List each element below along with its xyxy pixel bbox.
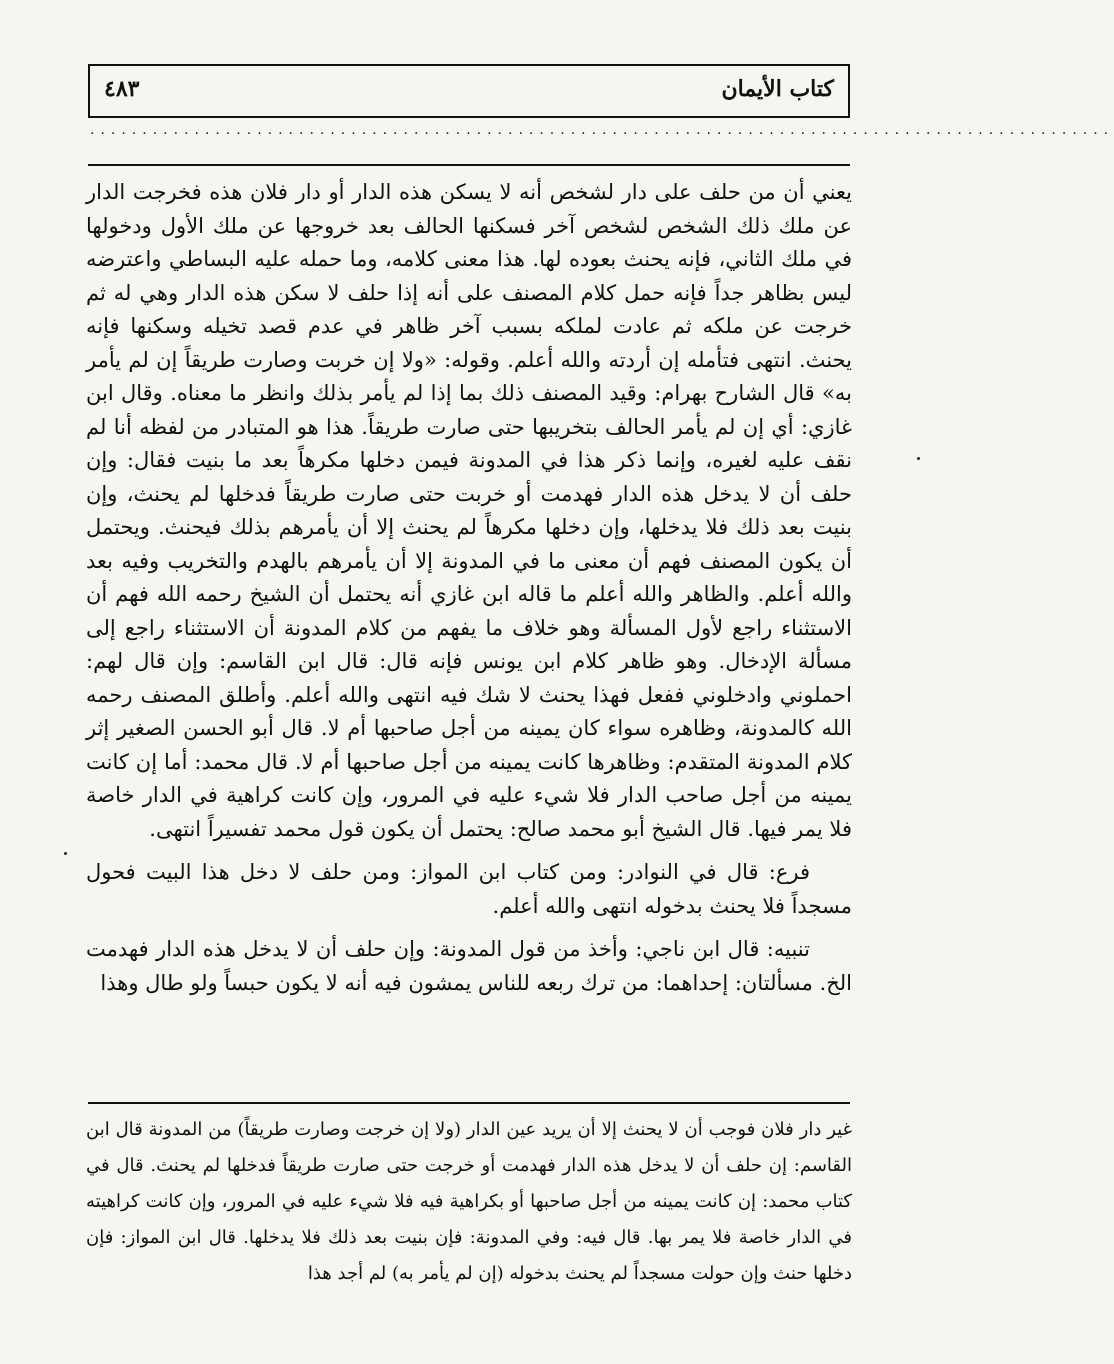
footnote-rule [88,1102,850,1104]
main-text [86,176,852,1000]
branch-paragraph: فرع: قال في النوادر: ومن كتاب ابن المواز: ومن حلف لا دخل هذا البيت فحول مسجداً فلا يحنث بدخوله انتهى والله أعلم. [86,860,852,918]
scan-speck [64,852,67,855]
main-paragraph: يعني أن من حلف على دار لشخص أنه لا يسكن هذه الدار أو دار فلان هذه فخرجت الدار عن ملك ذلك الشخص لشخص آخر فسكنها الحالف بعد خروجها عن ملك الأول ودخولها في ملك الثاني، فإنه يحنث بعوده لها. هذا معنى كلامه، وما حمله عليه البساطي واعترضه ليس بظاهر جداً فإنه حمل كلام المصنف على أنه إذا حلف لا سكن هذه الدار وهي له ثم خرجت عن ملكه ثم عادت لملكه بسبب آخر ظاهر في عدم قصد تخيله وسكنها فإنه يحنث. انتهى فتأمله إن أردته والله أعلم. وقوله: «ولا إن خربت وصارت طريقاً إن لم يأمر به» قال الشارح بهرام: وقيد المصنف ذلك بما إذا لم يأمر بذلك وانظر ما معناه. وقال ابن غازي: أي إن لم يأمر الحالف بتخريبها حتى صارت طريقاً. هذا هو المتبادر من لفظه أنا لم نقف عليه لغيره، وإنما ذكر هذا في المدونة فيمن دخلها مكرهاً بعد ما بنيت فقال: وإن حلف أن لا يدخل هذه الدار فهدمت أو خربت حتى صارت طريقاً فدخلها لم يحنث، وإن بنيت بعد ذلك فلا يدخلها، وإن دخلها مكرهاً لم يحنث إلا أن يأمرهم بذلك فيحنث. ويحتمل أن يكون المصنف فهم أن معنى ما في المدونة إلا أن يأمرهم بالهدم والتخريب وفيه بعد والله أعلم. والظاهر والله أعلم ما قاله ابن غازي أنه يحتمل أن الشيخ رحمه الله فهم أن الاستثناء راجع لأول المسألة وهو خلاف ما يفهم من كلام المدونة أن الاستثناء راجع إلى مسألة الإدخال. وهو ظاهر كلام ابن يونس فإنه قال: قال ابن القاسم: وإن قال لهم: احملوني وادخلوني ففعل فهذا يحنث لا شك فيه انتهى والله أعلم. وأطلق المصنف رحمه الله كالمدونة، وظاهره سواء كان يمينه من أجل صاحبها أم لا. قال أبو الحسن الصغير إثر كلام المدونة المتقدم: وظاهرها كانت يمينه من أجل صاحبها أم لا. قال محمد: أما إن كانت يمينه من أجل صاحب الدار فلا شيء عليه في المرور، وإن كانت كراهية في الدار خاصة فلا يمر فيها. قال الشيخ أبو محمد صالح: يحتمل أن يكون قول محمد تفسيراً انتهى. [86,180,852,841]
chapter-title: كتاب الأيمان [721,76,834,102]
footnote-paragraph: غير دار فلان فوجب أن لا يحنث إلا أن يريد عين الدار (ولا إن خرجت وصارت طريقاً) من المدونة قال ابن القاسم: إن حلف أن لا يدخل هذه الدار فهدمت أو خرجت حتى صارت طريقاً فدخلها لم يحنث. قال في كتاب محمد: إن كانت يمينه من أجل صاحبها أو بكراهية فيه فلا شيء عليه في المرور، وإن كانت كراهيته في الدار خاصة فلا يمر بها. قال فيه: وفي المدونة: فإن بنيت بعد ذلك فلا يدخلها. قال ابن المواز: فإن دخلها حنث وإن حولت مسجداً لم يحنث بدخوله (إن لم يأمر به) لم أجد هذا [86,1119,852,1284]
scan-speck [917,457,920,460]
dotted-separator: .................................................................................................. [90,122,1114,138]
page-number: ٤٨٣ [104,76,140,102]
footnote-text [86,1112,852,1292]
page-header [88,64,850,118]
notice-paragraph: تنبيه: قال ابن ناجي: وأخذ من قول المدونة: وإن حلف أن لا يدخل هذه الدار فهدمت الخ. مسألتان: إحداهما: من ترك ربعه للناس يمشون فيه أنه لا يكون حبساً ولو طال وهذا [86,937,852,995]
top-rule [88,164,850,166]
